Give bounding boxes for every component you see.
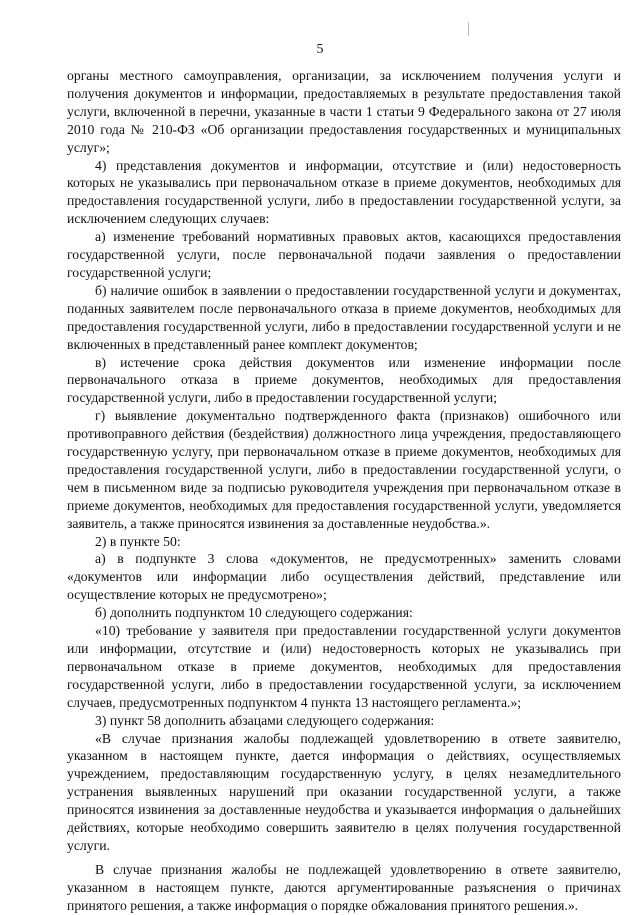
paragraph-item-2-b: б) дополнить подпунктом 10 следующего содержания:	[95, 605, 413, 621]
paragraph-continuation: органы местного самоуправления, организации, за исключением получения услуги и получения документов и информации, предоставляемых в результате предоставления такой услуги, включенной в перечни, указанные в части 1 статьи 9 Федерального закона от 27 июля 2010 года № 210-ФЗ «Об организации предоставления государственных и муниципальных услуг»;	[67, 68, 621, 155]
paragraph-item-2: 2) в пункте 50:	[95, 533, 181, 549]
paragraph-subitem-10: «10) требование у заявителя при предоставлении государственной услуги документов или информации, отсутствие и (или) недостоверность которых не указывались при первоначальном отказе в приеме документов, необходимых для предоставления государственной услуги, либо в предоставлении государственной услуги, за исключением случаев, предусмотренных подпунктом 4 пункта 13 настоящего регламента.»;	[67, 623, 621, 710]
scan-artifact	[468, 22, 469, 36]
paragraph-subitem-b: б) наличие ошибок в заявлении о предоставлении государственной услуги и документах, поданных заявителем после первоначального отказа в приеме документов, необходимых для предоставления государственной услуги, либо в предоставлении государственной услуги и не включенных в представленный ранее комплект документов;	[67, 282, 621, 352]
paragraph-subitem-v: в) истечение срока действия документов или изменение информации после первоначального отказа в приеме документов, необходимых для предоставления государственной услуги, либо в предоставлении государственной услуги;	[67, 354, 621, 406]
paragraph-subitem-a: а) изменение требований нормативных правовых актов, касающихся предоставления государственной услуги, после первоначальной подачи заявления о предоставлении государственной услуги;	[67, 229, 621, 280]
paragraph-complaint-rejected: В случае признания жалобы не подлежащей удовлетворению в ответе заявителю, указанном в настоящем пункте, даются аргументированные разъяснения о причинах принятого решения, а также информация о порядке обжалования принятого решения.».	[67, 861, 621, 913]
paragraph-item-2-a: а) в подпункте 3 слова «документов, не предусмотренных» заменить словами «документов или информации либо осуществления действий, представление или осуществление которых не предусмотрено»;	[67, 551, 621, 603]
paragraph-item-4: 4) представления документов и информации, отсутствие и (или) недостоверность которых не указывались при первоначальном отказе в приеме документов, необходимых для предоставления государственной услуги, либо в предоставлении государственной услуги, за исключением следующих случаев:	[67, 157, 621, 227]
paragraph-subitem-g: г) выявление документально подтвержденного факта (признаков) ошибочного или противоправного действия (бездействия) должностного лица учреждения, предоставляющего государственную услугу, при первоначальном отказе в приеме документов, необходимых для предоставления государственной услуги, либо в предоставлении государственной услуги, о чем в письменном виде за подписью руководителя учреждения при первоначальном отказе в приеме документов, необходимых для предоставления государственной услуги, уведомляется заявитель, а также приносятся извинения за доставленные неудобства.».	[67, 408, 621, 531]
paragraph-complaint-upheld: «В случае признания жалобы подлежащей удовлетворению в ответе заявителю, указанном в настоящем пункте, дается информация о действиях, осуществляемых учреждением, предоставляющим государственную услугу, в целях незамедлительного устранения выявленных нарушений при оказании государственной услуги, а также приносятся извинения за доставленные неудобства и указывается информация о дальнейших действиях, которые необходимо совершить заявителю в целях получения государственной услуги.	[67, 730, 621, 853]
paragraph-item-3: 3) пункт 58 дополнить абзацами следующего содержания:	[95, 712, 435, 728]
page-number: 5	[316, 42, 324, 57]
document-body	[67, 67, 621, 915]
